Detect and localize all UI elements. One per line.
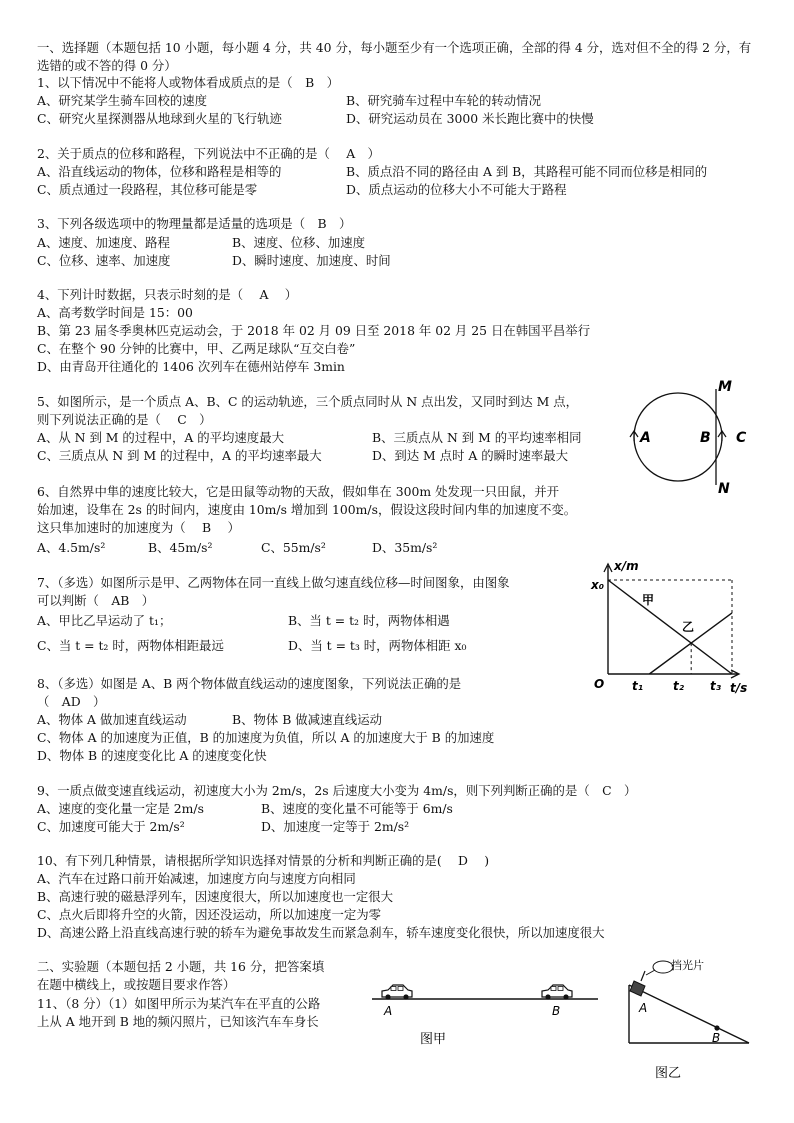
label-b: B [700,430,711,446]
q10-option-c: C、点火后即将升空的火箭，因还没运动，所以加速度一定为零 [37,907,382,922]
tick-t1: t₁ [632,679,643,693]
tick-t3: t₃ [710,679,721,693]
label-b: B [552,1004,561,1018]
car-a-icon [382,985,412,1000]
y-axis-label: x/m [614,559,639,573]
q7-option-b: B、当 t = t₂ 时，两物体相遇 [288,613,450,628]
q1-option-a: A、研究某学生骑车回校的速度 [37,93,208,108]
series-label-jia: 甲 [642,593,655,607]
tick-t2: t₂ [673,679,684,693]
q1-option-c: C、研究火星探测器从地球到火星的飞行轨迹 [37,111,282,126]
q6-option-c: C、55m/s² [261,540,326,555]
q2-option-d: D、质点运动的位移大小不可能大于路程 [346,182,567,197]
q8-option-a: A、物体 A 做加速直线运动 [37,712,187,727]
car-b-icon [542,985,572,1000]
label-n: N [718,481,730,497]
q5-option-d: D、到达 M 点时 A 的瞬时速率最大 [372,448,569,463]
q7-stem-2: 可以判断（ AB ） [37,593,155,608]
q6-stem-2: 始加速，设隼在 2s 的时间内，速度由 10m/s 增加到 100m/s，假设这段时间内隼的加速度不变。 [37,502,577,517]
label-b: B [712,1031,721,1045]
q10-option-d: D、高速公路上沿直线高速行驶的轿车为避免事故发生而紧急刹车，轿车速度变化很快，所以加速度很大 [37,925,605,940]
q1-stem: 1、以下情况中不能将人或物体看成质点的是（ B ） [37,75,339,90]
q7-stem: 7、（多选）如图所示是甲、乙两物体在同一直线上做匀速直线位移—时间图象，由图象 [37,575,510,590]
q7-xt-graph [588,556,758,696]
q6-option-a: A、4.5m/s² [37,540,106,555]
q11-stem-2: 上从 A 地开到 B 地的频闪照片，已知该汽车车身长 [37,1014,319,1029]
q7-option-d: D、当 t = t₃ 时，两物体相距 x₀ [288,638,467,653]
figure-yi [615,955,765,1085]
q10-stem: 10、有下列几种情景，请根据所学知识选择对情景的分析和判断正确的是( D ) [37,853,490,868]
q2-option-b: B、质点沿不同的路径由 A 到 B，其路程可能不同而位移是相同的 [346,164,708,179]
q5-option-a: A、从 N 到 M 的过程中，A 的平均速度最大 [37,430,284,445]
arrow-a [630,431,638,441]
q6-stem-3: 这只隼加速时的加速度为（ B ） [37,520,240,535]
q10-option-b: B、高速行驶的磁悬浮列车，因速度很大，所以加速度也一定很大 [37,889,394,904]
q5-stem-2: 则下列说法正确的是（ C ） [37,412,212,427]
q5-trajectory-figure [620,377,760,497]
figure-yi-caption: 图乙 [655,1066,682,1081]
label-a: A [639,1001,648,1015]
figure-jia-caption: 图甲 [420,1032,447,1047]
shade-plate-callout [646,961,673,975]
q11-stem: 11、（8 分）（1）如图甲所示为某汽车在平直的公路 [37,996,321,1011]
q8-option-b: B、物体 B 做减速直线运动 [232,712,382,727]
label-a: A [640,430,651,446]
q3-option-c: C、位移、速率、加速度 [37,253,171,268]
q1-option-d: D、研究运动员在 3000 米长跑比赛中的快慢 [346,111,594,126]
section2-header-2: 在题中横线上，或按题目要求作答） [37,977,236,992]
point-b-marker [714,1025,719,1030]
q9-option-c: C、加速度可能大于 2m/s² [37,819,185,834]
q9-option-a: A、速度的变化量一定是 2m/s [37,801,204,816]
q4-option-b: B、第 23 届冬季奥林匹克运动会，于 2018 年 02 月 09 日至 2018 年 02 月 25 日在韩国平昌举行 [37,323,591,338]
q9-stem: 9、一质点做变速直线运动，初速度大小为 2m/s，2s 后速度大小变为 4m/s，则下列判断正确的是（ C ） [37,783,637,798]
q1-option-b: B、研究骑车过程中车轮的转动情况 [346,93,541,108]
q4-option-a: A、高考数学时间是 15：00 [37,305,193,320]
q8-stem: 8、（多选）如图是 A、B 两个物体做直线运动的速度图象，下列说法正确的是 [37,676,462,691]
q4-option-c: C、在整个 90 分钟的比赛中，甲、乙两足球队“互交白卷” [37,341,356,356]
section2-header: 二、实验题（本题包括 2 小题，共 16 分，把答案填 [37,959,325,974]
q6-option-d: D、35m/s² [372,540,438,555]
q7-option-a: A、甲比乙早运动了 t₁； [37,613,172,628]
label-a: A [384,1004,393,1018]
q6-stem: 6、自然界中隼的速度比较大，它是田鼠等动物的天敌，假如隼在 300m 处发现一只田鼠，并开 [37,484,560,499]
q5-option-b: B、三质点从 N 到 M 的平均速率相同 [372,430,582,445]
q9-option-b: B、速度的变化量不可能等于 6m/s [261,801,453,816]
q10-option-a: A、汽车在过路口前开始减速，加速度方向与速度方向相同 [37,871,356,886]
q4-option-d: D、由青岛开往通化的 1406 次列车在德州站停车 3min [37,359,345,374]
q5-option-c: C、三质点从 N 到 M 的过程中，A 的平均速率最大 [37,448,322,463]
series-label-yi: 乙 [682,620,695,634]
tick-x0: x₀ [591,578,604,592]
q2-stem: 2、关于质点的位移和路程，下列说法中不正确的是（ A ） [37,146,380,161]
q5-stem: 5、如图所示，是一个质点 A、B、C 的运动轨迹，三个质点同时从 N 点出发，又同时到达 M 点， [37,394,579,409]
shade-plate-label: 挡光片 [671,959,704,972]
q7-option-c: C、当 t = t₂ 时，两物体相距最远 [37,638,224,653]
figure-jia [370,975,600,1050]
q2-option-a: A、沿直线运动的物体，位移和路程是相等的 [37,164,282,179]
q8-option-c: C、物体 A 的加速度为正值，B 的加速度为负值，所以 A 的加速度大于 B 的加速度 [37,730,495,745]
label-m: M [718,379,732,395]
q8-stem-2: （ AD ） [37,694,106,709]
origin-label: O [594,677,605,691]
q2-option-c: C、质点通过一段路程，其位移可能是零 [37,182,258,197]
q6-option-b: B、45m/s² [148,540,213,555]
label-c: C [736,430,747,446]
slider-block [630,971,645,996]
q3-option-b: B、速度、位移、加速度 [232,235,366,250]
section1-header: 一、选择题（本题包括 10 小题，每小题 4 分，共 40 分，每小题至少有一个选项正确，全部的得 4 分，选对但不全的得 2 分，有选错的或不答的得 0 分） [37,40,752,73]
arrow-c [718,431,726,441]
q3-option-a: A、速度、加速度、路程 [37,235,170,250]
q8-option-d: D、物体 B 的速度变化比 A 的速度变化快 [37,748,267,763]
q3-stem: 3、下列各级选项中的物理量都是适量的选项是（ B ） [37,216,352,231]
q9-option-d: D、加速度一定等于 2m/s² [261,819,410,834]
x-axis-label: t/s [730,681,748,695]
q4-stem: 4、下列计时数据，只表示时刻的是（ A ） [37,287,298,302]
q3-option-d: D、瞬时速度、加速度、时间 [232,253,391,268]
